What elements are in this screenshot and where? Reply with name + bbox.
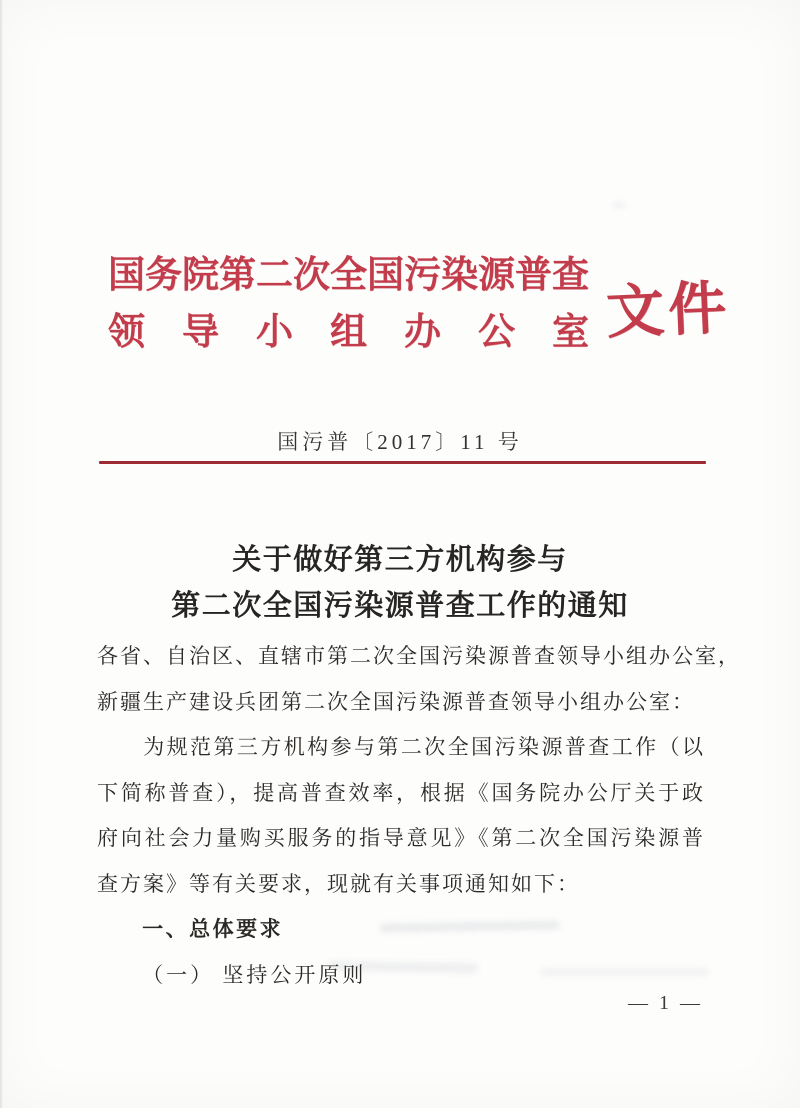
red-letterhead [108,248,730,362]
red-divider-line [99,461,706,464]
document-type-label: 文件 [604,275,732,346]
org-name-line1: 国务院第二次全国污染源普查 [108,255,589,296]
salutation-line-1: 各省、自治区、直辖市第二次全国污染源普查领导小组办公室， [97,644,741,668]
page-number: — 1 — [628,992,703,1014]
subsection-heading-1-1: （一） 坚持公开原则 [142,962,367,987]
ink-bleed-through-artifact [612,202,626,208]
document-body [97,634,741,998]
issuing-organization-name [108,248,626,362]
document-title [0,537,800,629]
salutation-line-2: 新疆生产建设兵团第二次全国污染源普查领导小组办公室： [97,689,695,714]
document-reference-number: 国污普〔2017〕11 号 [277,430,523,454]
document-title-line1: 关于做好第三方机构参与 [232,544,568,576]
org-name-line2: 领导小组办公室 [108,312,626,353]
section-heading-1: 一、总体要求 [142,918,284,941]
document-title-line2: 第二次全国污染源普查工作的通知 [171,590,629,622]
introductory-paragraph: 为规范第三方机构参与第二次全国污染源普查工作（以下简称普查），提高普查效率，根据《国务院办公厅关于政府向社会力量购买服务的指导意见》《第二次全国污染源普查方案》等有关要求，现就有关事项通知如下： [97,735,705,896]
